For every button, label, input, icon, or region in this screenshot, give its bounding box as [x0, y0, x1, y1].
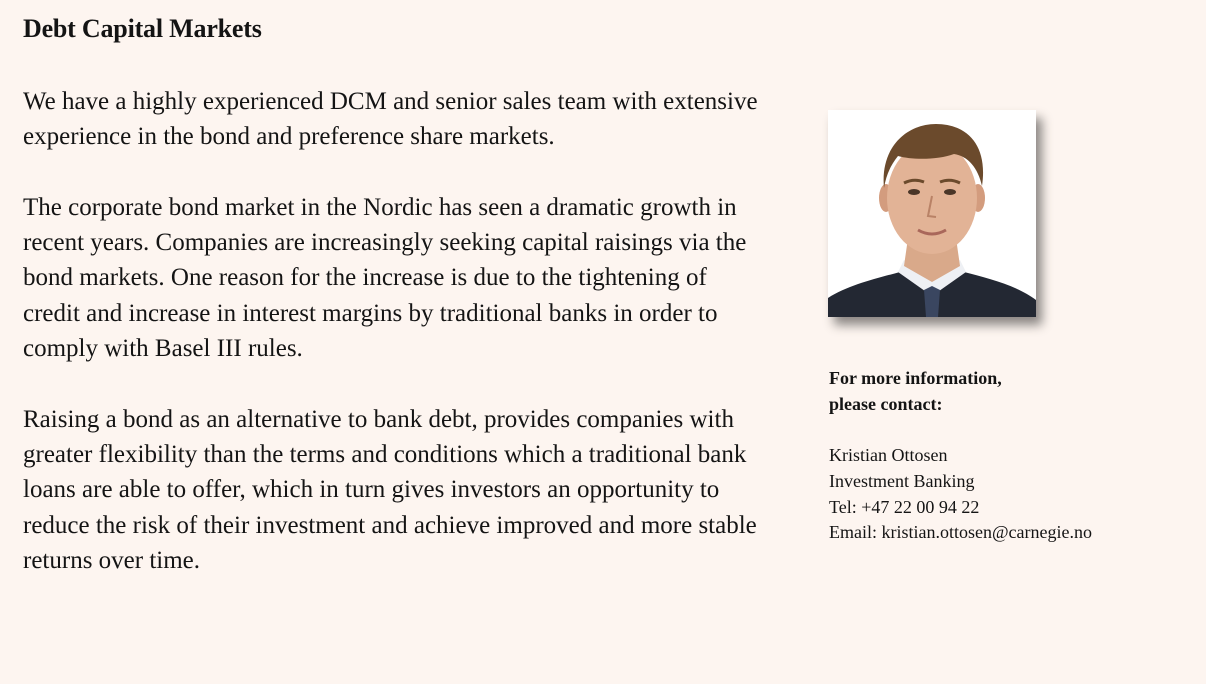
contact-phone: Tel: +47 22 00 94 22: [829, 496, 980, 517]
contact-email[interactable]: Email: kristian.ottosen@carnegie.no: [829, 522, 1093, 543]
main-text: [23, 84, 768, 613]
intro-paragraph: We have a highly experienced DCM and senior sales team with extensive experience in the bond and preference share markets.: [23, 88, 758, 151]
page-title: Debt Capital Markets: [23, 14, 262, 43]
contact-cta-line1: For more information,: [829, 368, 1002, 388]
contact-name: Kristian Ottosen: [829, 445, 948, 466]
contact-block: [829, 366, 1189, 546]
contact-cta-line2: please contact:: [829, 393, 943, 414]
contact-department: Investment Banking: [829, 470, 975, 491]
bond-paragraph: Raising a bond as an alternative to bank debt, provides companies with greater flexibility than the terms and conditions which a traditional bank loans are able to offer, which in turn gives investors an opportunity to reduce the risk of their investment and achieve improved and more stable returns over time.: [23, 405, 757, 574]
market-paragraph: The corporate bond market in the Nordic has seen a dramatic growth in recent years. Companies are increasingly seeking capital raisings via the bond markets. One reason for the increase is due to the tightening of credit and increase in interest margins by traditional banks in order to comply with Basel III rules.: [23, 193, 747, 363]
contact-photo: [828, 110, 1036, 317]
